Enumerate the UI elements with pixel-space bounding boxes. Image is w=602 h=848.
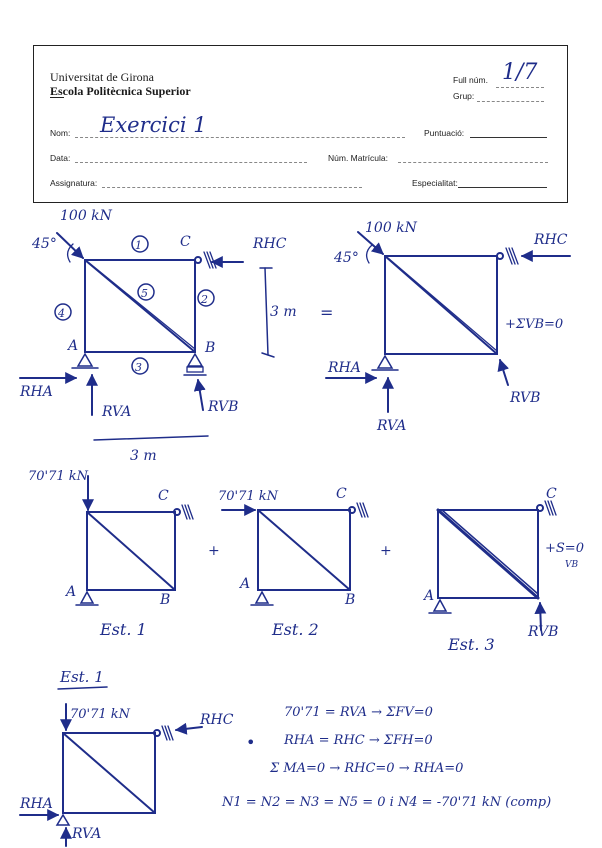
est1-rva-label: RVA xyxy=(72,826,102,842)
figure2-load-label: 100 kN xyxy=(365,220,417,236)
state2-node-b: B xyxy=(345,592,356,608)
state3-node-a: A xyxy=(424,588,435,604)
puntuacio-label: Puntuació: xyxy=(424,128,465,138)
state3-node-c: C xyxy=(546,486,557,502)
est1-rhc-label: RHC xyxy=(200,712,234,728)
state3-rvb-label: RVB xyxy=(528,624,559,640)
figure1-rvb-arrow xyxy=(198,380,203,410)
state3-moment: +S=0 xyxy=(545,541,584,556)
matricula-label: Núm. Matrícula: xyxy=(328,153,388,163)
figure2-rha-label: RHA xyxy=(328,360,361,376)
state3-label: Est. 3 xyxy=(448,635,495,654)
est1-equation-3: Σ MA=0 → RHC=0 → RHA=0 xyxy=(270,761,464,776)
est1-load-label: 70'71 kN xyxy=(70,707,131,722)
figure1-height-label: 3 m xyxy=(270,304,297,320)
state1-label: Est. 1 xyxy=(100,620,147,639)
est1-title: Est. 1 xyxy=(60,668,104,686)
state2-node-c: C xyxy=(336,486,347,502)
figure1-load-arrow xyxy=(57,233,83,258)
figure2-angle-label: 45° xyxy=(334,250,359,266)
state2-node-a: A xyxy=(240,576,251,592)
figure1-height-dim xyxy=(265,268,268,355)
svg-text:4: 4 xyxy=(58,307,65,320)
state3-truss xyxy=(429,501,556,630)
figure1-rva-label: RVA xyxy=(102,404,132,420)
state1-node-a: A xyxy=(66,584,77,600)
figure1-rha-label: RHA xyxy=(20,384,53,400)
figure1-width-dim xyxy=(94,436,208,440)
state3-moment-sub: VB xyxy=(565,560,579,570)
state2-load-label: 70'71 kN xyxy=(218,489,279,504)
figure1-node-c: C xyxy=(180,234,191,250)
figure2-rvb-label: RVB xyxy=(510,390,541,406)
school-name: Escola Politècnica Superior xyxy=(50,84,191,98)
figure1-rhc-label: RHC xyxy=(253,236,287,252)
est1-equation-1: 70'71 = RVA → ΣFV=0 xyxy=(284,705,433,720)
figure1-support-a xyxy=(78,354,92,366)
state1-load-label: 70'71 kN xyxy=(28,469,89,484)
est1-bullet: • xyxy=(246,733,256,752)
svg-text:5: 5 xyxy=(141,287,148,300)
equals-sign: = xyxy=(320,303,334,322)
university-name: Universitat de Girona xyxy=(50,70,154,84)
svg-text:1: 1 xyxy=(135,239,142,252)
figure1-rvb-label: RVB xyxy=(208,399,239,415)
figure2-moment-eq: +ΣVB=0 xyxy=(505,317,564,332)
figure1-node-b: B xyxy=(205,340,216,356)
est1-equation-4: N1 = N2 = N3 = N5 = 0 i N4 = -70'71 kN (comp) xyxy=(222,795,552,810)
figure1-angle-label: 45° xyxy=(32,236,57,252)
plus-sign-2: + xyxy=(380,543,392,559)
figure1-width-label: 3 m xyxy=(130,448,157,464)
figure1-support-b xyxy=(188,354,202,366)
est1-rha-label: RHA xyxy=(20,796,53,812)
state1-node-b: B xyxy=(160,592,171,608)
figure1-node-a: A xyxy=(68,338,79,354)
figure2-rhc-label: RHC xyxy=(534,232,568,248)
svg-text:2: 2 xyxy=(201,293,208,306)
figure1-diagonal xyxy=(85,260,195,352)
state2-label: Est. 2 xyxy=(272,620,319,639)
grup-label: Grup: xyxy=(453,91,475,101)
plus-sign-1: + xyxy=(208,543,220,559)
figure1-load-label: 100 kN xyxy=(60,208,112,224)
state1-node-c: C xyxy=(158,488,169,504)
assignatura-label: Assignatura: xyxy=(50,178,98,188)
full-num-label: Full núm. xyxy=(453,75,488,85)
data-label: Data: xyxy=(50,153,71,163)
nom-value: Exercici 1 xyxy=(100,113,207,137)
full-num-value: 1/7 xyxy=(502,60,538,85)
est1-equation-2: RHA = RHC → ΣFH=0 xyxy=(284,733,433,748)
figure2-rva-label: RVA xyxy=(377,418,407,434)
svg-text:3: 3 xyxy=(135,361,142,374)
nom-label: Nom: xyxy=(50,128,71,138)
especialitat-label: Especialitat: xyxy=(412,178,458,188)
figure1-pin-c xyxy=(195,257,201,263)
state1-truss xyxy=(76,476,193,605)
